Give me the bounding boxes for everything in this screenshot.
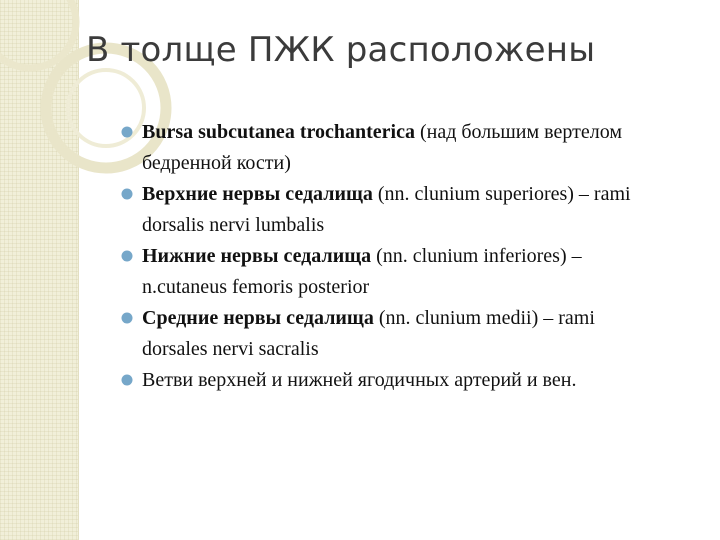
- bullet-bold-text: Средние нервы седалища: [142, 307, 374, 329]
- bullet-continuation: бедренной кости): [142, 152, 291, 174]
- bullet-line: [142, 303, 720, 334]
- bullet-item: [120, 365, 720, 396]
- bullet-text: (nn. clunium superiores) – rami: [372, 183, 631, 205]
- bullet-line: [142, 117, 720, 148]
- bullet-dot-icon: [120, 249, 134, 263]
- bullet-text: (nn. clunium inferiores) –: [371, 245, 582, 267]
- bullet-item: [120, 117, 720, 179]
- bullet-continuation: n.cutaneus femoris posterior: [142, 276, 370, 298]
- bullet-text: (nn. clunium medii) – rami: [373, 307, 595, 329]
- bullet-item: [120, 303, 720, 365]
- bullet-continuation: dorsales nervi sacralis: [142, 338, 319, 360]
- bullet-line: [142, 241, 720, 272]
- bullet-continuation: dorsalis nervi lumbalis: [142, 214, 325, 236]
- bullet-line: [142, 179, 720, 210]
- bullet-bold-text: Bursa subcutanea trochanterica: [142, 121, 415, 143]
- bullet-bold-text: Верхние нервы седалища: [142, 183, 373, 205]
- bullet-dot-icon: [120, 373, 134, 387]
- bullet-item: [120, 179, 720, 241]
- bullet-dot-icon: [120, 125, 134, 139]
- bullet-dot-icon: [120, 187, 134, 201]
- bullet-item: [120, 241, 720, 303]
- slide-title: В толще ПЖК расположены: [86, 30, 596, 70]
- bullet-text: (над большим вертелом: [414, 121, 622, 143]
- bullet-line: [142, 365, 720, 396]
- bullet-bold-text: Нижние нервы седалища: [142, 245, 372, 267]
- bullet-text: Ветви верхней и нижней ягодичных артерий и вен.: [142, 369, 577, 391]
- bullet-list: [120, 117, 720, 396]
- bullet-dot-icon: [120, 311, 134, 325]
